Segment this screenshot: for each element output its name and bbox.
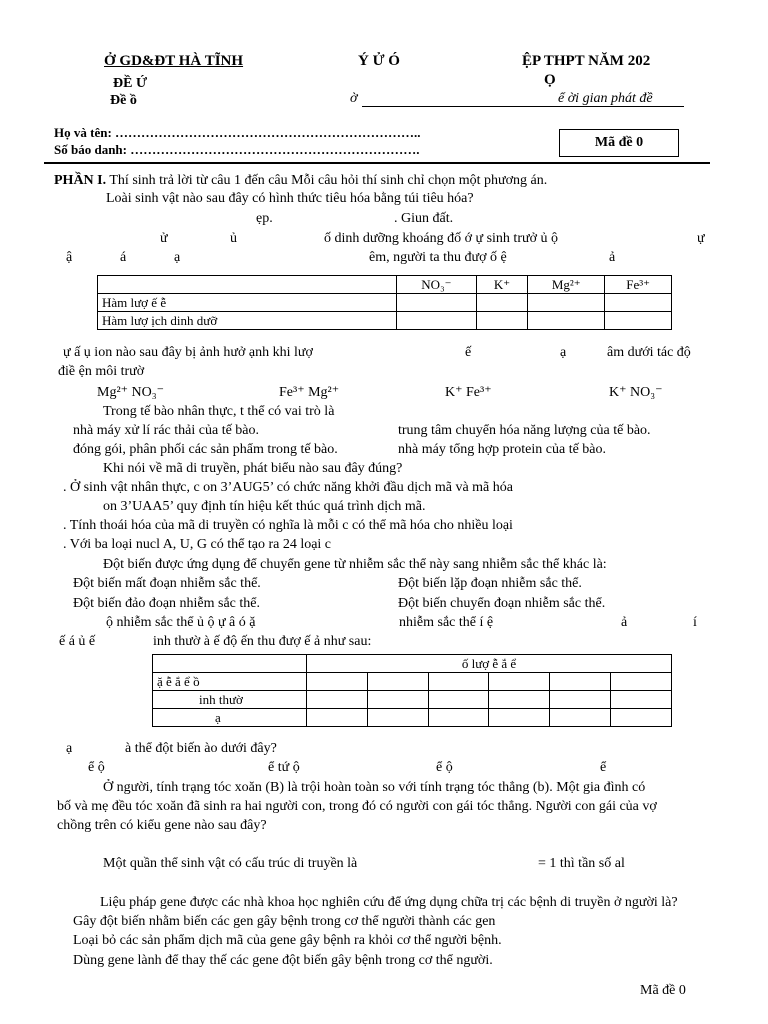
table-header-k: K⁺ bbox=[476, 276, 527, 294]
time-label-left: ờ bbox=[350, 91, 358, 106]
table-cell bbox=[550, 673, 611, 691]
question-4-option-a-line1: . Ở sinh vật nhân thực, c on 3’AUG5’ có chức năng khởi đầu dịch mã và mã hóa bbox=[63, 480, 513, 495]
table-cell bbox=[98, 276, 397, 294]
table-cell bbox=[397, 294, 477, 312]
table-cell bbox=[610, 709, 671, 727]
table-row bbox=[153, 655, 672, 673]
ion-concentration-table bbox=[97, 275, 672, 330]
exam-title-year: ỆP THPT NĂM 202 bbox=[522, 53, 651, 69]
question-6-line1-d: í bbox=[693, 615, 697, 630]
table-cell bbox=[307, 709, 368, 727]
question-7-line3: chồng trên có kiểu gene nào sau đây? bbox=[57, 818, 267, 833]
table-cell bbox=[489, 673, 550, 691]
candidate-name-field: Họ và tên: …………………………………………………………….. bbox=[54, 125, 421, 140]
exam-code-box bbox=[559, 129, 679, 157]
table-row bbox=[153, 673, 672, 691]
table-cell bbox=[367, 691, 428, 709]
exam-pages-label: Đề ồ bbox=[110, 93, 137, 108]
chromosome-count-table bbox=[152, 654, 672, 727]
question-6-line3-a: ạ bbox=[66, 741, 73, 756]
question-6-option-a: ể ộ bbox=[88, 760, 105, 775]
table-cell bbox=[367, 709, 428, 727]
table-cell bbox=[428, 691, 489, 709]
question-6-line1-b: nhiễm sắc thể í ệ bbox=[399, 615, 494, 630]
question-6-line1-a: ộ nhiễm sắc thể ủ ộ ự â ó ặ bbox=[106, 615, 256, 630]
question-3-option-d: nhà máy tổng hợp protein của tế bào. bbox=[398, 442, 607, 457]
table-row bbox=[153, 691, 672, 709]
question-7-line1: Ở người, tính trạng tóc xoăn (B) là trội hoàn toàn so với tính trạng tóc thẳng (b). Một gia đình có bbox=[103, 780, 646, 795]
question-2-line2-a: ậ bbox=[66, 250, 73, 265]
question-2-line1-d: ự bbox=[697, 231, 705, 246]
question-6-option-c: ể ộ bbox=[436, 760, 453, 775]
question-2-option-c: K⁺ Fe³⁺ bbox=[445, 385, 492, 400]
table-cell bbox=[307, 691, 368, 709]
question-2-line1-c: ố dinh dưỡng khoáng đố ớ ự sinh trưở ủ ộ bbox=[324, 231, 558, 246]
question-5-option-b: Đột biến lặp đoạn nhiễm sắc thể. bbox=[398, 576, 582, 591]
table-row bbox=[98, 294, 672, 312]
question-2-option-b: Fe³⁺ Mg²⁺ bbox=[279, 385, 340, 400]
header-divider bbox=[44, 162, 710, 164]
table-header-fe: Fe³⁺ bbox=[605, 276, 672, 294]
question-6-line3-b: à thể đột biến ào dưới đây? bbox=[125, 741, 277, 756]
question-2-option-d: K⁺ NO₃⁻ bbox=[609, 385, 663, 400]
table-row-label: ạ bbox=[153, 709, 307, 727]
subject-label: Ọ bbox=[544, 72, 556, 88]
question-2-line1-a: ử bbox=[160, 231, 168, 246]
table-cell bbox=[153, 655, 307, 673]
exam-type-label: ĐỀ Ứ bbox=[113, 76, 148, 91]
table-cell bbox=[489, 709, 550, 727]
exam-code-text: Mã đề 0 bbox=[594, 135, 644, 150]
question-4-option-b: . Tính thoái hóa của mã di truyền có nghĩa là mỗi c có thể mã hóa cho nhiều loại bbox=[63, 518, 513, 533]
table-cell bbox=[476, 312, 527, 330]
table-cell bbox=[428, 709, 489, 727]
question-6-option-b: ể tứ ộ bbox=[268, 760, 300, 775]
question-9-option-b: Loại bỏ các sản phẩm dịch mã của gene gây bệnh ra khỏi cơ thể người bệnh. bbox=[73, 933, 502, 948]
table-row-label: Hàm lượ ịch dinh dưỡ bbox=[98, 312, 397, 330]
table-cell bbox=[489, 691, 550, 709]
question-2-line3-a: ự ấ ụ ion nào sau đây bị ảnh hưở ạnh khi lượ bbox=[63, 345, 313, 360]
question-9-option-a: Gây đột biến nhằm biến các gen gây bệnh trong cơ thể người thành các gen bbox=[73, 914, 496, 929]
question-8-text-b: = 1 thì tần số al bbox=[538, 856, 625, 871]
question-2-option-a: Mg²⁺ NO₃⁻ bbox=[97, 385, 165, 400]
table-cell bbox=[610, 691, 671, 709]
question-2-line2-c: ạ bbox=[174, 250, 181, 265]
question-2-line3-b: ế bbox=[465, 345, 472, 360]
table-header: ố lượ ễ ắ ể bbox=[307, 655, 672, 673]
question-1-option-b: . Giun đất. bbox=[394, 211, 454, 226]
table-row-label: Hàm lượ ế ễ bbox=[98, 294, 397, 312]
table-row-label: ặ ễ ắ ể ồ bbox=[153, 673, 307, 691]
table-row bbox=[98, 312, 672, 330]
question-8-text-a: Một quần thể sinh vật có cấu trúc di truyền là bbox=[103, 856, 358, 871]
school-dept-title: Ở GD&ĐT HÀ TĨNH bbox=[104, 53, 244, 69]
question-5-option-d: Đột biến chuyển đoạn nhiễm sắc thể. bbox=[398, 596, 606, 611]
question-6-option-d: ể bbox=[600, 760, 607, 775]
table-cell bbox=[476, 294, 527, 312]
question-3-option-c: đóng gói, phân phối các sản phẩm trong tế bào. bbox=[73, 442, 338, 457]
question-9-text: Liệu pháp gene được các nhà khoa học nghiên cứu để ứng dụng chữa trị các bệnh di truyền ở người là? bbox=[100, 895, 678, 910]
question-2-line2-e: ả bbox=[609, 250, 616, 265]
table-row bbox=[98, 276, 672, 294]
part1-heading: PHẦN I. Thí sinh trả lời từ câu 1 đến câu Mỗi câu hỏi thí sinh chỉ chọn một phương án. bbox=[54, 173, 548, 188]
question-7-line2: bố và mẹ đều tóc xoăn đã sinh ra hai người con, trong đó có người con gái tóc thẳng. Người con gái của vợ bbox=[57, 799, 657, 814]
exam-title-fragment: Ý Ử Ó bbox=[358, 53, 400, 69]
question-1-option-a: ẹp. bbox=[256, 211, 273, 226]
table-cell bbox=[307, 673, 368, 691]
table-cell bbox=[550, 709, 611, 727]
question-2-line2-d: êm, người ta thu đượ ố ệ bbox=[369, 250, 507, 265]
question-2-line3-d: âm dưới tác độ bbox=[607, 345, 691, 360]
question-5-option-c: Đột biến đảo đoạn nhiễm sắc thể. bbox=[73, 596, 261, 611]
question-5-option-a: Đột biến mất đoạn nhiễm sắc thể. bbox=[73, 576, 261, 591]
question-2-line3-c: ạ bbox=[560, 345, 567, 360]
question-3-option-b: trung tâm chuyển hóa năng lượng của tế bào. bbox=[398, 423, 651, 438]
question-3-text: Trong tế bào nhân thực, t thể có vai trò là bbox=[103, 404, 335, 419]
table-cell bbox=[605, 312, 672, 330]
question-4-text: Khi nói về mã di truyền, phát biểu nào sau đây đúng? bbox=[103, 461, 403, 476]
footer-exam-code: Mã đề 0 bbox=[640, 983, 686, 998]
time-label-right: ể ời gian phát đề bbox=[558, 91, 653, 106]
question-4-option-a-line2: on 3’UAA5’ quy định tín hiệu kết thúc quá trình dịch mã. bbox=[103, 499, 426, 514]
table-cell bbox=[528, 312, 605, 330]
table-header-no3: NO₃⁻ bbox=[397, 276, 477, 294]
question-2-line1-b: ủ bbox=[230, 231, 237, 246]
table-cell bbox=[528, 294, 605, 312]
table-row-label: inh thườ bbox=[153, 691, 307, 709]
question-2-line2-b: á bbox=[120, 250, 127, 265]
question-4-option-c: . Với ba loại nucl A, U, G có thể tạo ra 24 loại c bbox=[63, 537, 332, 552]
question-6-line2-b: inh thườ à ế độ ến thu đượ ế ả như sau: bbox=[153, 634, 372, 649]
question-2-line4: điề ện môi trườ bbox=[58, 364, 145, 379]
question-3-option-a: nhà máy xử lí rác thải của tế bào. bbox=[73, 423, 260, 438]
candidate-id-field: Số báo danh: …………………………………………………………. bbox=[54, 142, 420, 157]
question-1-text: Loài sinh vật nào sau đây có hình thức tiêu hóa bằng túi tiêu hóa? bbox=[106, 191, 474, 206]
table-cell bbox=[605, 294, 672, 312]
question-9-option-c: Dùng gene lành để thay thế các gene đột biến gây bệnh trong cơ thể người. bbox=[73, 953, 493, 968]
table-cell bbox=[428, 673, 489, 691]
table-cell bbox=[367, 673, 428, 691]
table-row bbox=[153, 709, 672, 727]
table-cell bbox=[397, 312, 477, 330]
question-6-line2-a: ế á ủ ế bbox=[59, 634, 96, 649]
question-6-line1-c: ả bbox=[621, 615, 628, 630]
table-header-mg: Mg²⁺ bbox=[528, 276, 605, 294]
table-cell bbox=[550, 691, 611, 709]
question-5-text: Đột biến được ứng dụng để chuyển gene từ nhiễm sắc thể này sang nhiễm sắc thể khác là: bbox=[103, 557, 607, 572]
table-cell bbox=[610, 673, 671, 691]
